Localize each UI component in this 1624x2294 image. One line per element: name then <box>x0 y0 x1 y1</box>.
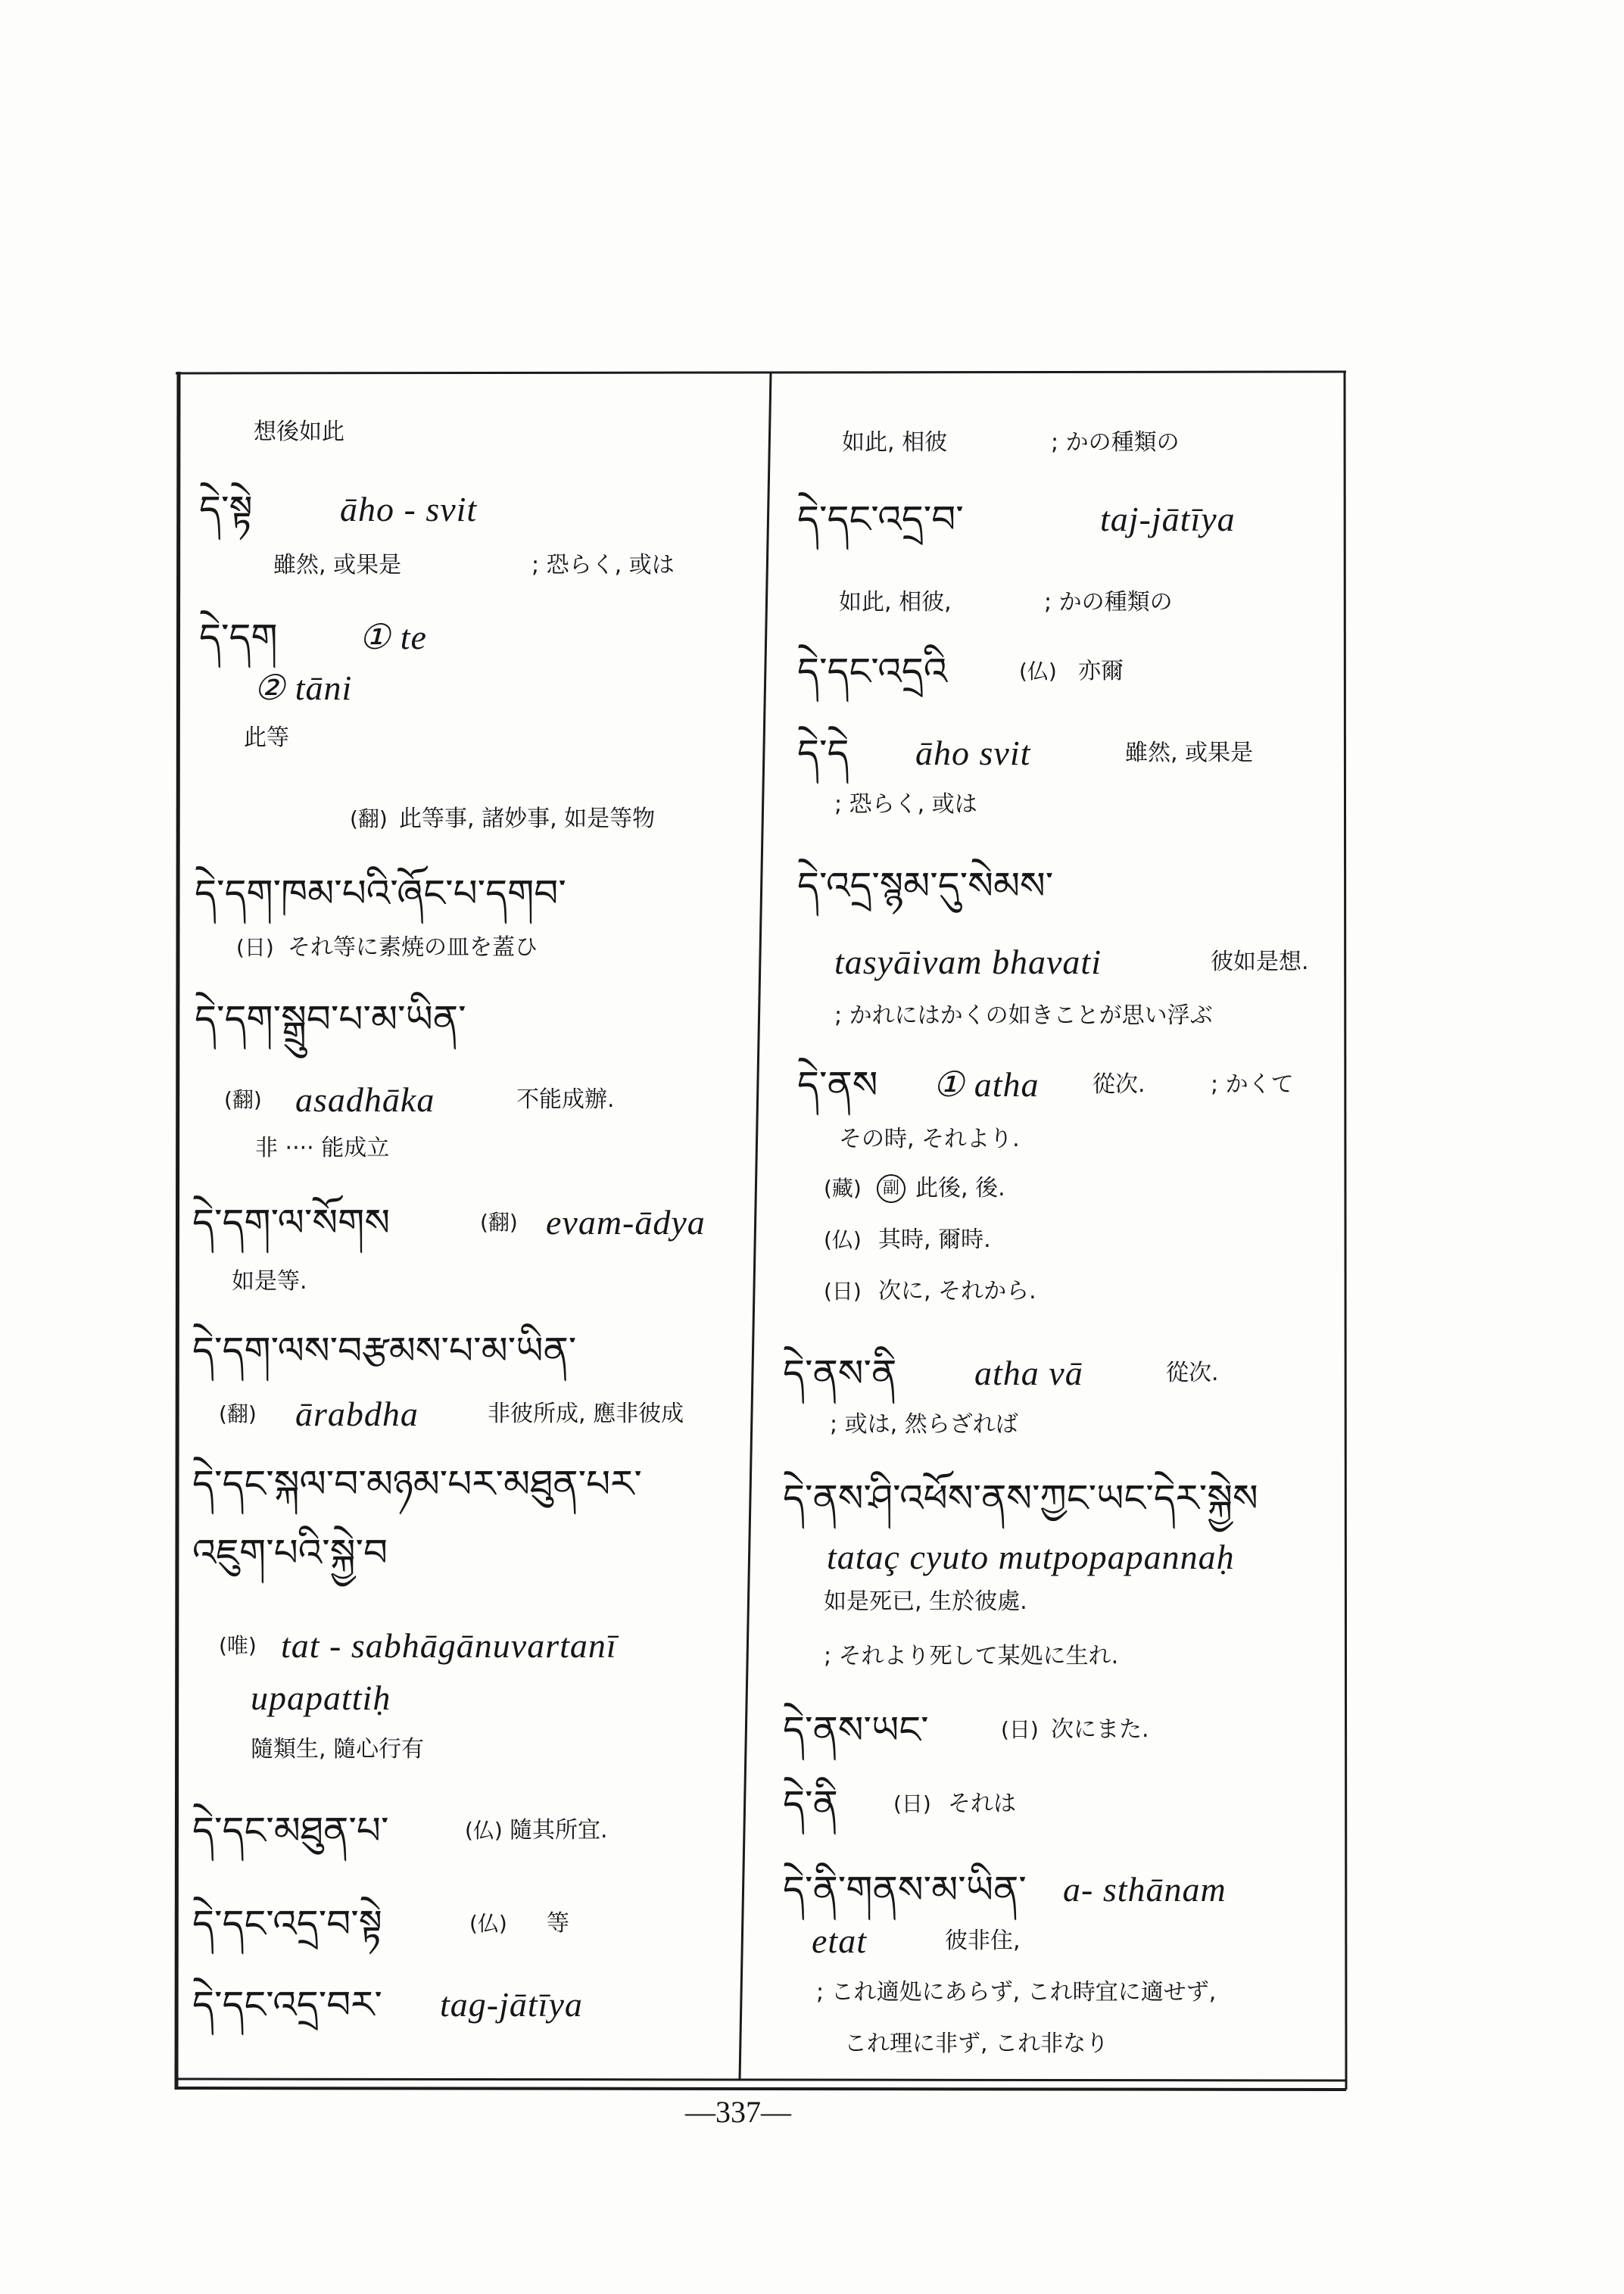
japanese-gloss: ; それより死して某処に生れ. <box>824 1643 1119 1669</box>
japanese-gloss-2: これ理に非ず, これ非なり <box>844 2031 1109 2057</box>
entry-gloss: 非彼所成, 應非彼成 <box>488 1401 684 1427</box>
japanese-gloss: ; これ適処にあらず, これ時宜に適せず, <box>816 1979 1217 2006</box>
entry-gloss: それは <box>948 1791 1016 1817</box>
japanese-gloss: ; かの種類の <box>1044 589 1173 616</box>
part-of-speech-mark <box>877 1174 906 1203</box>
tibetan-headword: དེ་འདྲ་སྙམ་དུ་སེམས་ <box>797 864 1054 908</box>
source-tag: (仏) <box>824 1227 862 1252</box>
source-tag: (藏) <box>824 1176 862 1201</box>
entry-gloss: 想後如此 <box>254 419 344 445</box>
tibetan-headword: དེ་དང་སྐལ་བ་མཉམ་པར་མཐུན་པར་ <box>192 1462 642 1506</box>
japanese-gloss-2: その時, それより. <box>839 1126 1020 1152</box>
entry-gloss: 雖然, 或果是 <box>273 552 402 578</box>
entry-gloss: 如此, 相彼 <box>842 429 948 456</box>
page-number: —337— <box>685 2095 791 2129</box>
circled-mark: 副 <box>877 1174 906 1203</box>
frame-left-border <box>176 372 179 2090</box>
sanskrit-equivalent: evam-ādya <box>546 1203 706 1242</box>
japanese-gloss: ; かくて <box>1211 1071 1294 1098</box>
source-tag: (翻) <box>224 1087 262 1112</box>
entry-gloss: 等 <box>547 1910 569 1937</box>
sanskrit-equivalent: ārabdha <box>295 1395 419 1433</box>
entry-gloss: 亦爾 <box>1078 658 1124 684</box>
tibetan-headword: དེ་ནི་གནས་མ་ཡིན་ <box>783 1868 1027 1912</box>
entry-gloss: 隨其所宜. <box>510 1817 608 1844</box>
entry-gloss: 如是等. <box>232 1268 307 1295</box>
tibetan-headword: དེ་དག་ཁམ་པའི་ཞོང་པ་དགབ་ <box>195 871 566 915</box>
entry-gloss: 不能成辦. <box>516 1086 615 1113</box>
entry-gloss: 次にまた. <box>1051 1716 1149 1743</box>
source-tag: (翻) <box>350 806 388 831</box>
entry-gloss: 如是死已, 生於彼處. <box>824 1588 1027 1615</box>
entry-gloss: 彼非住, <box>945 1928 1021 1954</box>
tibetan-headword: དེ་དག <box>199 616 278 659</box>
sanskrit-equivalent: tat - sabhāgānuvartanī <box>281 1626 617 1665</box>
japanese-gloss: ; 恐らく, 或は <box>531 552 675 578</box>
tibetan-headword: དེ་ནས་ནི <box>783 1351 897 1395</box>
frame-right-border <box>1345 372 1346 2090</box>
entry-gloss: 此等事, 諸妙事, 如是等物 <box>399 806 656 832</box>
tibetan-headword: དེ་དང་འདྲ་བ་སྟེ <box>192 1902 382 1946</box>
sanskrit-equivalent-2: ② tāni <box>254 669 353 707</box>
tibetan-headword: དེ་ནས་ཡང་ <box>783 1708 929 1752</box>
entry-gloss: 此等 <box>244 725 289 751</box>
right-column <box>757 375 1342 2084</box>
source-tag: (仏) <box>469 1911 507 1936</box>
source-tag: (仏) <box>465 1818 503 1843</box>
sanskrit-equivalent: ① atha <box>933 1065 1040 1104</box>
sense-gloss: 其時, 爾時. <box>878 1226 991 1253</box>
sanskrit-equivalent: taj-jātīya <box>1100 500 1236 538</box>
entry-gloss: それ等に素焼の皿を蓋ひ <box>288 934 538 961</box>
sanskrit-equivalent: tag-jātīya <box>440 1985 583 2024</box>
sanskrit-equivalent: āho svit <box>915 734 1031 772</box>
tibetan-headword: དེ་དག་ལ་སོགས <box>192 1201 391 1245</box>
source-tag: (翻) <box>480 1210 518 1235</box>
tibetan-headword: དེ་དང་འདྲ་བ་ <box>797 497 964 541</box>
japanese-gloss: ; かれにはかくの如きことが思い浮ぶ <box>834 1002 1213 1029</box>
tibetan-headword: དེ་དང་མཐུན་པ་ <box>192 1809 389 1853</box>
source-tag: (日) <box>893 1791 931 1816</box>
entry-gloss: 從次. <box>1093 1071 1146 1098</box>
source-tag: (日) <box>236 935 274 960</box>
sanskrit-equivalent-continued: upapattiḥ <box>251 1678 391 1717</box>
tibetan-headword: དེ་དག་ལས་བརྩམས་པ་མ་ཡིན་ <box>192 1329 577 1373</box>
tibetan-headword: དེ་ནི <box>783 1782 838 1826</box>
entry-gloss-2: 非 ···· 能成立 <box>255 1135 390 1161</box>
entry-gloss: 彼如是想. <box>1211 949 1309 975</box>
tibetan-headword: དེ་དང་འདྲ་བར་ <box>192 1983 382 2027</box>
sense-gloss: 次に, それから. <box>878 1278 1036 1304</box>
sanskrit-equivalent: a- sthānam <box>1063 1870 1227 1909</box>
tibetan-headword-continued: འཇུག་པའི་སྐྱེ་བ <box>192 1531 388 1575</box>
tibetan-headword: དེ་དག་སྒྲུབ་པ་མ་ཡིན་ <box>195 997 466 1041</box>
source-tag: (唯) <box>219 1633 257 1658</box>
frame-bottom-border-outer <box>176 2088 1346 2090</box>
tibetan-headword: དེ་ནས་ཤི་འཕོས་ནས་ཀྱང་ཡང་དེར་སྐྱེས <box>783 1476 1258 1520</box>
sanskrit-equivalent: atha vā <box>974 1354 1083 1392</box>
tibetan-headword: དེ་ནས <box>797 1063 878 1107</box>
frame-top-border <box>176 372 1346 373</box>
source-tag: (翻) <box>219 1401 257 1426</box>
japanese-gloss: ; 恐らく, 或は <box>834 791 977 818</box>
tibetan-headword: དེ་དང་འདྲའི <box>797 650 948 693</box>
source-tag: (日) <box>824 1279 862 1304</box>
sanskrit-equivalent: ① te <box>359 618 427 656</box>
sense-gloss: 此後, 後. <box>915 1175 1005 1202</box>
entry-gloss: 隨類生, 隨心行有 <box>251 1736 425 1763</box>
japanese-gloss: ; かの種類の <box>1051 429 1180 456</box>
entry-gloss: 從次. <box>1166 1360 1219 1386</box>
sanskrit-equivalent: tataç cyuto mutpopapannaḥ <box>827 1538 1235 1576</box>
sanskrit-equivalent: tasyāivam bhavati <box>834 943 1102 981</box>
entry-gloss: 如此, 相彼, <box>839 589 952 616</box>
tibetan-headword: དེ་སྟེ <box>199 488 253 531</box>
japanese-gloss: ; 或は, 然らざれば <box>830 1411 1018 1438</box>
tibetan-headword: དེ་དེ <box>797 731 849 775</box>
sanskrit-equivalent-continued: etat <box>812 1922 867 1960</box>
source-tag: (日) <box>1001 1717 1039 1742</box>
sanskrit-equivalent: āho - svit <box>340 490 478 528</box>
source-tag: (仏) <box>1019 659 1057 684</box>
sanskrit-equivalent: asadhāka <box>295 1080 435 1119</box>
left-column <box>182 375 738 2084</box>
entry-gloss: 雖然, 或果是 <box>1125 740 1254 766</box>
